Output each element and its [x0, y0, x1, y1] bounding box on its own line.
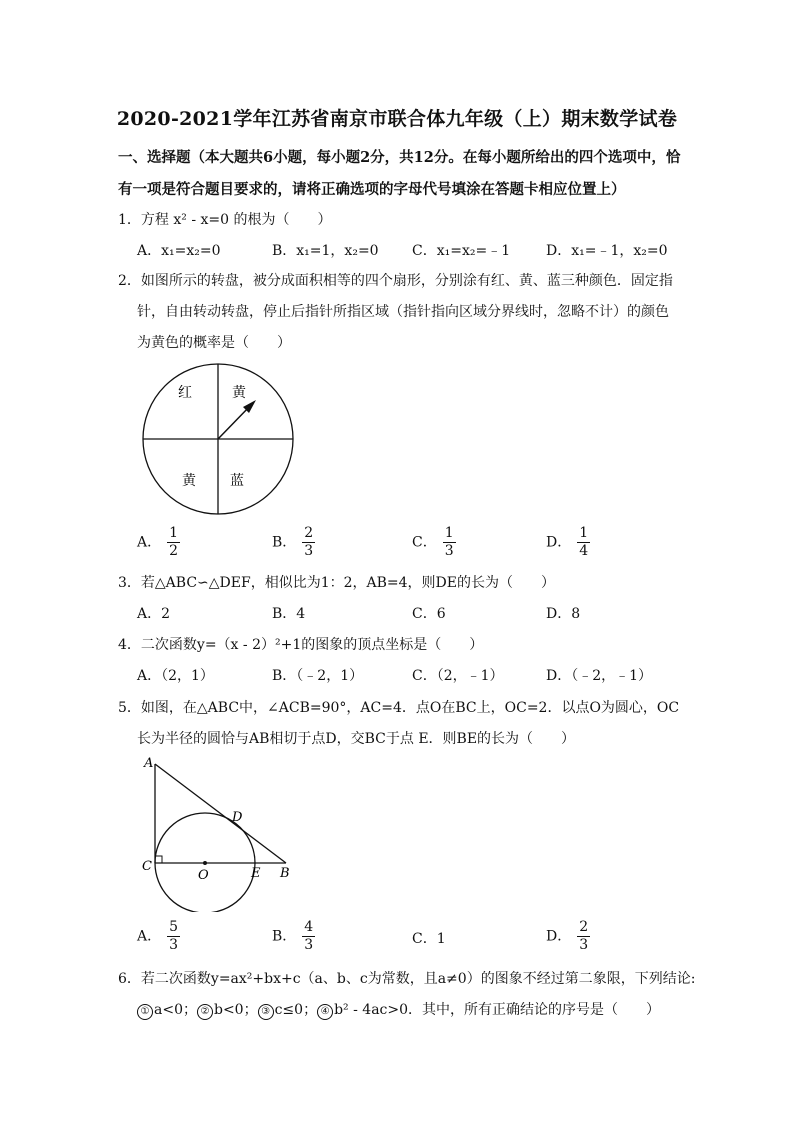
q4-option-d: D．（﹣2，﹣1）	[546, 668, 653, 684]
q3-stem: 3．若△ABC∽△DEF，相似比为1：2，AB=4，则DE的长为（ ）	[118, 575, 555, 591]
q2-option-b: B． $\frac{2}{3}$	[272, 525, 314, 559]
q4-stem: 4．二次函数y=（x - 2）²+1的图象的顶点坐标是（ ）	[118, 637, 484, 653]
label-o: O	[198, 868, 209, 883]
q5-line2: 长为半径的圆恰与AB相切于点D，交BC于点 E．则BE的长为（ ）	[137, 731, 576, 747]
center-point	[203, 861, 207, 865]
sector-label-bottom-right: 蓝	[230, 473, 244, 489]
q1-option-c: C．x₁=x₂=﹣1	[412, 243, 511, 259]
spinner-pointer	[218, 405, 251, 439]
spinner-figure	[138, 361, 300, 521]
triangle-circle-figure	[138, 752, 298, 912]
q3-option-b: B．4	[272, 606, 306, 622]
q6-statement-4: b² - 4ac>0．其中，所有正确结论的序号是（ ）	[334, 1002, 661, 1018]
q6-statement-2: b<0；	[213, 1002, 258, 1018]
q6-line1: 6．若二次函数y=ax²+bx+c（a、b、c为常数，且a≠0）的图象不经过第二象限，下列结论:	[118, 971, 696, 987]
sector-label-bottom-left: 黄	[182, 473, 196, 489]
q2-line3: 为黄色的概率是（ ）	[137, 335, 291, 351]
q4-option-b: B．（﹣2，1）	[272, 668, 364, 684]
right-angle-mark	[155, 856, 162, 863]
q3-option-c: C．6	[412, 606, 446, 622]
q5-option-c: C．1	[412, 931, 446, 947]
q2-option-a: A． $\frac{1}{2}$	[137, 525, 179, 559]
q4-option-a: A．（2，1）	[137, 668, 214, 684]
q5-line1: 5．如图，在△ABC中，∠ACB=90°，AC=4．点O在BC上，OC=2．以点O为圆心，OC	[118, 700, 680, 716]
q5-option-d: D． $\frac{2}{3}$	[546, 919, 589, 953]
sector-label-top-left: 红	[178, 385, 192, 401]
circled-number-4: ④	[317, 1004, 333, 1020]
circled-number-3: ③	[258, 1004, 274, 1020]
q1-option-b: B．x₁=1，x₂=0	[272, 243, 379, 259]
q5-option-b: B． $\frac{4}{3}$	[272, 919, 314, 953]
q1-option-d: D．x₁=﹣1，x₂=0	[546, 243, 668, 259]
section-heading-line2: 有一项是符合题目要求的，请将正确选项的字母代号填涂在答题卡相应位置上）	[118, 181, 626, 198]
segment-ab	[155, 764, 286, 863]
label-b: B	[280, 866, 290, 881]
exam-title: 2020-2021学年江苏省南京市联合体九年级（上）期末数学试卷	[116, 108, 678, 130]
q2-line1: 2．如图所示的转盘，被分成面积相等的四个扇形，分别涂有红、黄、蓝三种颜色．固定指	[118, 273, 673, 289]
circled-number-2: ②	[197, 1004, 213, 1020]
q5-option-a: A． $\frac{5}{3}$	[137, 919, 179, 953]
sector-label-top-right: 黄	[232, 385, 246, 401]
q2-option-c: C． $\frac{1}{3}$	[412, 525, 454, 559]
q3-option-d: D．8	[546, 606, 581, 622]
q1-stem: 1．方程 x² - x=0 的根为（ ）	[118, 212, 332, 228]
q4-option-c: C．（2，﹣1）	[412, 668, 504, 684]
q2-option-d: D． $\frac{1}{4}$	[546, 525, 589, 559]
label-e: E	[251, 866, 261, 881]
q2-line2: 针，自由转动转盘，停止后指针所指区域（指针指向区域分界线时，忽略不计）的颜色	[137, 304, 669, 320]
q1-option-a: A．x₁=x₂=0	[137, 243, 221, 259]
label-a: A	[144, 756, 154, 771]
section-heading-line1: 一、选择题（本大题共6小题，每小题2分，共12分。在每小题所给出的四个选项中，恰	[118, 149, 681, 166]
q3-option-a: A．2	[137, 606, 171, 622]
q6-statement-1: a<0；	[154, 1002, 197, 1018]
circled-number-1: ①	[137, 1004, 153, 1020]
q6-statement-3: c≤0；	[274, 1002, 318, 1018]
label-c: C	[142, 859, 152, 874]
q6-line2	[137, 999, 660, 1020]
label-d: D	[232, 810, 243, 825]
